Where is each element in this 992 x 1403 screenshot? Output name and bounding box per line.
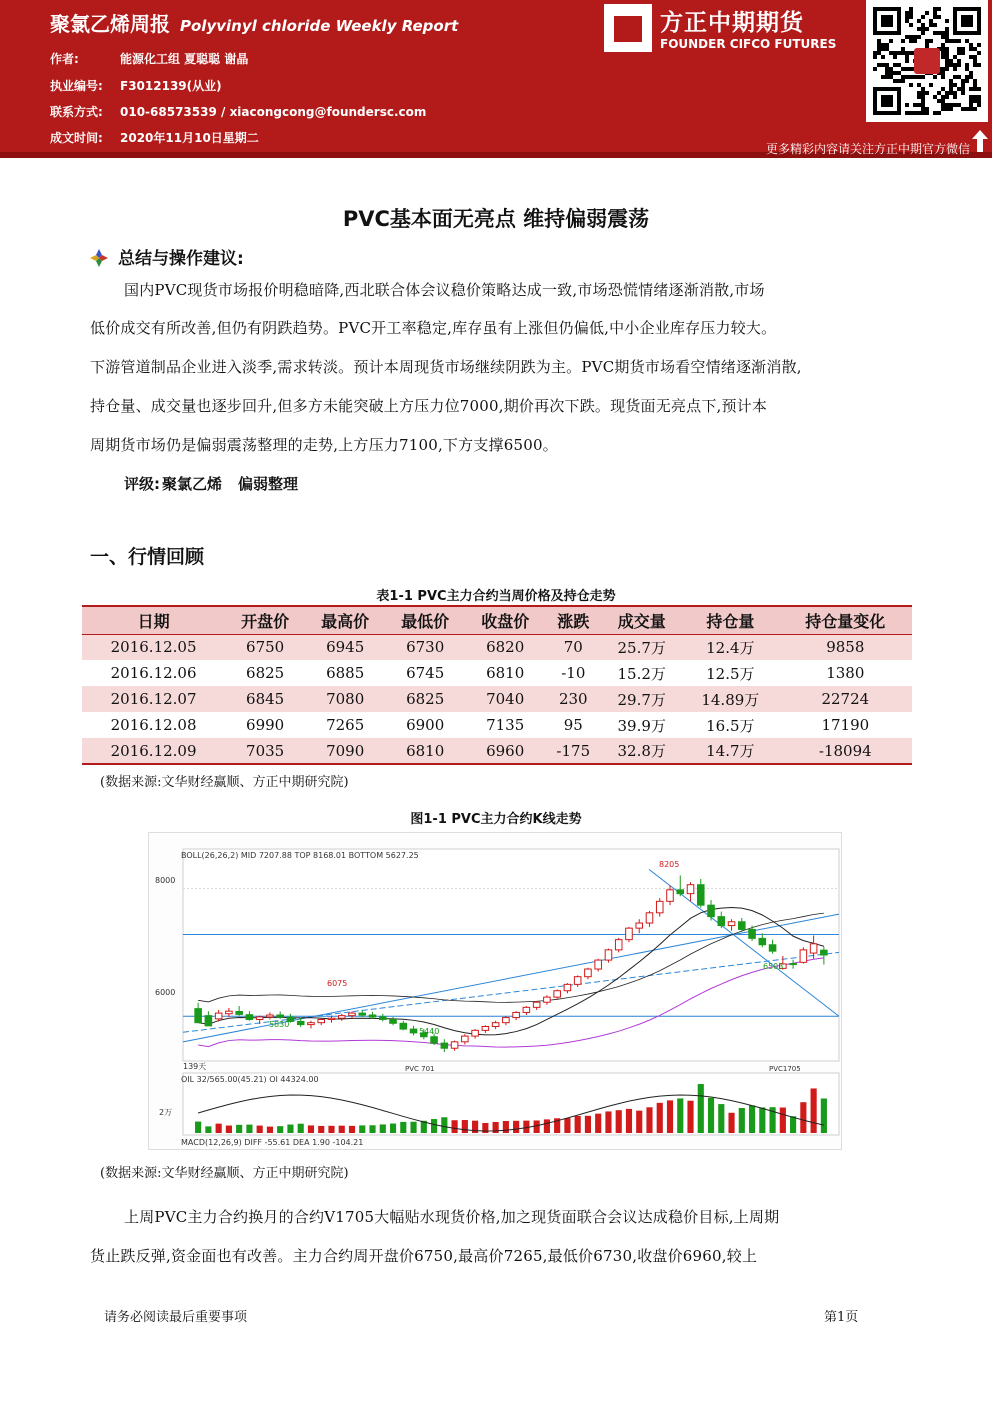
- volume-bar: [257, 1126, 263, 1133]
- volume-bar: [482, 1123, 488, 1133]
- cell: 6960: [465, 738, 545, 764]
- volume-bar: [636, 1111, 642, 1133]
- volume-bar: [575, 1116, 581, 1133]
- volume-bar: [503, 1121, 509, 1133]
- volume-bar: [400, 1122, 406, 1133]
- volume-bar: [800, 1102, 806, 1133]
- candle-body: [482, 1027, 489, 1031]
- table-row: [82, 686, 912, 712]
- candle-body: [739, 922, 746, 930]
- candle: [800, 947, 807, 963]
- col-open: 开盘价: [225, 606, 305, 634]
- price-panel: [183, 849, 839, 1061]
- cell: 9858: [779, 634, 912, 660]
- cell: 6945: [305, 634, 385, 660]
- rating-product: 聚氯乙烯: [162, 475, 223, 493]
- candle-body: [615, 940, 622, 950]
- cell: 39.9万: [617, 716, 666, 735]
- table-row: [82, 634, 912, 660]
- summary-line: 低价成交有所改善,但仍有阴跌趋势。PVC开工率稳定,库存虽有上涨但仍偏低,中小企业库存压力较大。: [90, 319, 777, 337]
- candle-body: [441, 1043, 448, 1048]
- volume-bar: [195, 1122, 201, 1133]
- chart-annotation: 8205: [659, 860, 680, 869]
- col-open-interest: 持仓量: [682, 606, 779, 634]
- candle-body: [677, 890, 684, 894]
- candle-body: [769, 945, 776, 951]
- cell: 6750: [225, 634, 305, 660]
- cell: 2016.12.08: [110, 716, 197, 734]
- contact-label: 联系方式:: [50, 105, 103, 119]
- volume-bar: [236, 1125, 242, 1133]
- volume-bar: [380, 1124, 386, 1133]
- volume-bar: [349, 1126, 355, 1133]
- market-review-heading: 一、行情回顾: [90, 546, 205, 568]
- volume-bar: [667, 1100, 673, 1133]
- cell: 6730: [385, 634, 465, 660]
- y-tick-label: 6000: [155, 988, 176, 997]
- chart-annotation: 139天: [183, 1062, 207, 1071]
- cell: 7265: [326, 716, 365, 734]
- report-title-en: Polyvinyl chloride Weekly Report: [180, 17, 459, 35]
- candle-body: [400, 1023, 407, 1029]
- volume-bar: [431, 1119, 437, 1133]
- volume-bar: [739, 1108, 745, 1133]
- cell: 6810: [486, 664, 525, 682]
- candle-body: [708, 905, 715, 916]
- candle-body: [349, 1013, 356, 1016]
- candle-body: [687, 885, 694, 894]
- candle-body: [390, 1019, 397, 1023]
- chart-legend-bottom: OIL 32/565.00(45.21) OI 44324.00: [181, 1075, 319, 1084]
- cell: 12.4万: [682, 634, 779, 660]
- cell: 6885: [326, 664, 365, 682]
- rating-label: 评级:: [124, 475, 160, 493]
- chart-annotation: 5440: [419, 1027, 440, 1036]
- y-tick-label: 8000: [155, 876, 176, 885]
- arrow-up-icon: [972, 130, 988, 152]
- col-close: 收盘价: [465, 606, 545, 634]
- contact-line: [50, 103, 426, 120]
- volume-bar: [749, 1105, 755, 1133]
- volume-bar: [687, 1101, 693, 1133]
- chart-annotation: PVC1705: [769, 1065, 801, 1073]
- figure-caption: 图1-1 PVC主力合约K线走势: [410, 812, 582, 827]
- volume-bar: [780, 1108, 786, 1133]
- cell: 17190: [821, 716, 870, 734]
- candle-body: [308, 1023, 315, 1025]
- volume-bar: [452, 1120, 458, 1133]
- candle-body: [215, 1013, 222, 1019]
- candle-body: [667, 890, 674, 901]
- volume-bar: [616, 1110, 622, 1133]
- candle-body: [554, 991, 561, 997]
- volume-bar: [205, 1126, 211, 1133]
- chart-annotation: 6075: [327, 979, 348, 988]
- candle-body: [328, 1018, 335, 1019]
- volume-bar: [328, 1126, 334, 1133]
- author-value: 能源化工组 夏聪聪 谢晶: [120, 52, 249, 66]
- candle-body: [800, 950, 807, 962]
- license-value: F3012139(从业): [120, 79, 222, 93]
- diamond-bullet-icon: [90, 249, 108, 267]
- candle-body: [790, 964, 797, 965]
- summary-line: 周期货市场仍是偏弱震荡整理的走势,上方压力7100,下方支撑6500。: [90, 436, 558, 454]
- candle-body: [626, 928, 633, 939]
- cell: 15.2万: [617, 664, 666, 683]
- kline-chart-svg: [149, 833, 843, 1151]
- cell: -10: [561, 664, 586, 682]
- col-oi-change: 持仓量变化: [779, 606, 912, 634]
- candle-body: [256, 1017, 263, 1020]
- candle-body: [749, 929, 756, 938]
- summary-line: 国内PVC现货市场报价明稳暗降,西北联合体会议稳价策略达成一致,市场恐慌情绪逐渐消散,市场: [124, 281, 765, 299]
- candle-body: [297, 1021, 304, 1024]
- cell: 16.5万: [706, 716, 755, 735]
- candle-body: [492, 1023, 499, 1027]
- date-label: 成文时间:: [50, 131, 103, 145]
- logo-mark-icon: [604, 4, 652, 52]
- volume-bar: [359, 1125, 365, 1133]
- volume-bar: [646, 1107, 652, 1133]
- logo-text-en: FOUNDER CIFCO FUTURES: [660, 37, 837, 51]
- col-volume: 成交量: [601, 606, 682, 634]
- table-row: [82, 712, 912, 738]
- chart-annotation: 6503: [763, 962, 784, 971]
- cell: -175: [545, 738, 601, 764]
- body-line: 货止跌反弹,资金面也有改善。主力合约周开盘价6750,最高价7265,最低价6730,收盘价6960,较上: [90, 1247, 758, 1265]
- volume-bar: [390, 1124, 396, 1133]
- cell: 2016.12.07: [82, 686, 225, 712]
- cell: 1380: [826, 664, 865, 682]
- candle-body: [821, 950, 828, 955]
- footer-notice: 请务必阅读最后重要事项: [104, 1310, 248, 1325]
- volume-bar: [462, 1120, 468, 1133]
- candle-body: [574, 977, 581, 985]
- license-label: 执业编号:: [50, 79, 103, 93]
- candle-body: [523, 1007, 530, 1012]
- company-logo: [604, 2, 858, 58]
- cell: 7080: [305, 686, 385, 712]
- volume-bar: [595, 1114, 601, 1133]
- candle-body: [236, 1012, 243, 1015]
- candle-body: [718, 917, 725, 926]
- cell: 6900: [406, 716, 445, 734]
- candle-body: [585, 969, 592, 977]
- candle-body: [605, 950, 612, 960]
- cell: 70: [545, 634, 601, 660]
- cell: 7090: [305, 738, 385, 764]
- volume-bar: [708, 1098, 714, 1133]
- cell: 6745: [406, 664, 445, 682]
- candle-body: [513, 1012, 520, 1017]
- candle: [626, 927, 633, 942]
- cell: 22724: [779, 686, 912, 712]
- cell: 6810: [385, 738, 465, 764]
- volume-bar: [821, 1098, 827, 1133]
- price-table: [82, 605, 912, 765]
- candle-body: [810, 944, 817, 953]
- candle-body: [503, 1018, 510, 1023]
- report-title-cn: 聚氯乙烯周报: [50, 12, 170, 36]
- volume-bar: [410, 1122, 416, 1133]
- volume-bar: [287, 1125, 293, 1133]
- cell: 6825: [385, 686, 465, 712]
- col-date: 日期: [82, 606, 225, 634]
- candle-body: [410, 1029, 417, 1033]
- candle-body: [318, 1019, 325, 1022]
- candle: [605, 949, 612, 963]
- volume-bar: [339, 1126, 345, 1133]
- candle-body: [205, 1016, 212, 1026]
- wechat-qr-code: [866, 0, 988, 122]
- volume-bar: [564, 1118, 570, 1133]
- candle-body: [379, 1017, 386, 1020]
- vol-tick-label: 2万: [159, 1108, 173, 1117]
- candle-body: [246, 1015, 253, 1020]
- cell: -18094: [779, 738, 912, 764]
- cell: 2016.12.06: [110, 664, 197, 682]
- chart-legend-macd: MACD(12,26,9) DIFF -55.61 DEA 1.90 -104.21: [181, 1138, 364, 1147]
- table-caption: 表1-1 PVC主力合约当周价格及持仓走势: [376, 589, 616, 604]
- candle-body: [564, 984, 571, 990]
- cell: 6990: [246, 716, 285, 734]
- candle-body: [267, 1015, 274, 1017]
- summary-line: 持仓量、成交量也逐步回升,但多方未能突破上方压力位7000,期价再次下跌。现货面无亮点下,预计本: [90, 397, 768, 415]
- volume-bar: [226, 1126, 232, 1133]
- table-row: [82, 738, 912, 764]
- col-change: 涨跌: [545, 606, 601, 634]
- cell: 12.5万: [706, 664, 755, 683]
- table-header-row: [82, 606, 912, 634]
- volume-bar: [308, 1125, 314, 1133]
- rating-line: [124, 473, 314, 494]
- volume-bar: [605, 1111, 611, 1133]
- cell: 7035: [225, 738, 305, 764]
- volume-bar: [759, 1107, 765, 1133]
- cell: 29.7万: [601, 686, 682, 712]
- cell: 2016.12.09: [82, 738, 225, 764]
- volume-bar: [277, 1126, 283, 1133]
- candle-body: [533, 1002, 540, 1007]
- summary-line: 下游管道制品企业进入淡季,需求转淡。预计本周现货市场继续阴跌为主。PVC期货市场看空情绪逐渐消散,: [90, 358, 802, 376]
- candle-body: [759, 938, 766, 944]
- candle-body: [451, 1042, 458, 1048]
- chart-legend-top: BOLL(26,26,2) MID 7207.88 TOP 8168.01 BOTTOM 5627.25: [181, 851, 419, 860]
- cell: 7135: [486, 716, 525, 734]
- volume-bar: [246, 1125, 252, 1133]
- volume-bar: [677, 1098, 683, 1133]
- cell: 14.89万: [682, 686, 779, 712]
- document-title: PVC基本面无亮点 维持偏弱震荡: [342, 207, 650, 231]
- chart-annotation: PVC 701: [405, 1065, 435, 1073]
- candle-body: [277, 1015, 284, 1017]
- volume-bar: [811, 1088, 817, 1133]
- cell: 7040: [465, 686, 545, 712]
- cell: 6825: [246, 664, 285, 682]
- kline-chart: [148, 832, 842, 1150]
- candle: [615, 938, 622, 953]
- volume-bar: [513, 1121, 519, 1133]
- cell: 95: [563, 716, 583, 734]
- date-line: [50, 129, 259, 146]
- volume-bar: [534, 1120, 540, 1133]
- volume-bar: [441, 1117, 447, 1133]
- candle-body: [472, 1030, 479, 1036]
- date-value: 2020年11月10日星期二: [120, 131, 259, 145]
- volume-bar: [318, 1126, 324, 1133]
- license-line: [50, 77, 222, 94]
- candle-body: [359, 1013, 366, 1015]
- page-number: 第1页: [824, 1310, 859, 1325]
- cell: 2016.12.05: [82, 634, 225, 660]
- volume-bar: [790, 1116, 796, 1133]
- author-label: 作者:: [50, 52, 79, 66]
- body-line: 上周PVC主力合约换月的合约V1705大幅贴水现货价格,加之现货面联合会议达成稳价目标,上周期: [124, 1208, 780, 1226]
- candle-body: [226, 1011, 233, 1014]
- logo-text-cn: 方正中期期货: [660, 10, 804, 36]
- volume-bar: [657, 1103, 663, 1133]
- candle-body: [431, 1037, 438, 1043]
- col-high: 最高价: [305, 606, 385, 634]
- volume-bar: [369, 1125, 375, 1133]
- volume-bar: [698, 1084, 704, 1133]
- volume-bar: [728, 1113, 734, 1133]
- candle-body: [697, 885, 704, 905]
- rating-value: 偏弱整理: [238, 475, 299, 493]
- candle-body: [462, 1036, 469, 1042]
- volume-bar: [626, 1109, 632, 1133]
- candle-body: [595, 960, 602, 969]
- candle-body: [728, 922, 735, 926]
- table-row: [82, 660, 912, 686]
- cell: 6845: [225, 686, 305, 712]
- cell: 230: [545, 686, 601, 712]
- cell: 6820: [465, 634, 545, 660]
- cell: 25.7万: [601, 634, 682, 660]
- follow-wechat-text: 更多精彩内容请关注方正中期官方微信: [765, 142, 970, 156]
- qr-code-icon: [866, 0, 988, 122]
- volume-bar: [544, 1119, 550, 1133]
- volume-bar: [718, 1104, 724, 1133]
- candle-body: [646, 913, 653, 923]
- author-line: [50, 50, 248, 67]
- table-source: (数据来源:文华财经赢顺、方正中期研究院): [100, 775, 349, 790]
- cell: 14.7万: [682, 738, 779, 764]
- cell: 32.8万: [601, 738, 682, 764]
- volume-bar: [267, 1127, 273, 1133]
- volume-bar: [585, 1116, 591, 1133]
- candle-body: [338, 1016, 345, 1019]
- volume-bar: [216, 1124, 222, 1133]
- summary-heading: [90, 244, 244, 269]
- candle-body: [369, 1015, 376, 1017]
- report-title: [50, 8, 458, 37]
- candle-body: [195, 1009, 202, 1023]
- candle-body: [656, 901, 663, 912]
- summary-heading-text: 总结与操作建议:: [118, 249, 244, 269]
- chart-annotation: 5830: [269, 1020, 290, 1029]
- figure-source: (数据来源:文华财经赢顺、方正中期研究院): [100, 1166, 349, 1181]
- contact-value: 010-68573539 / xiacongcong@foundersc.com: [120, 105, 427, 119]
- col-low: 最低价: [385, 606, 465, 634]
- candle-body: [636, 923, 643, 928]
- volume-bar: [298, 1124, 304, 1133]
- candle-body: [544, 997, 551, 1002]
